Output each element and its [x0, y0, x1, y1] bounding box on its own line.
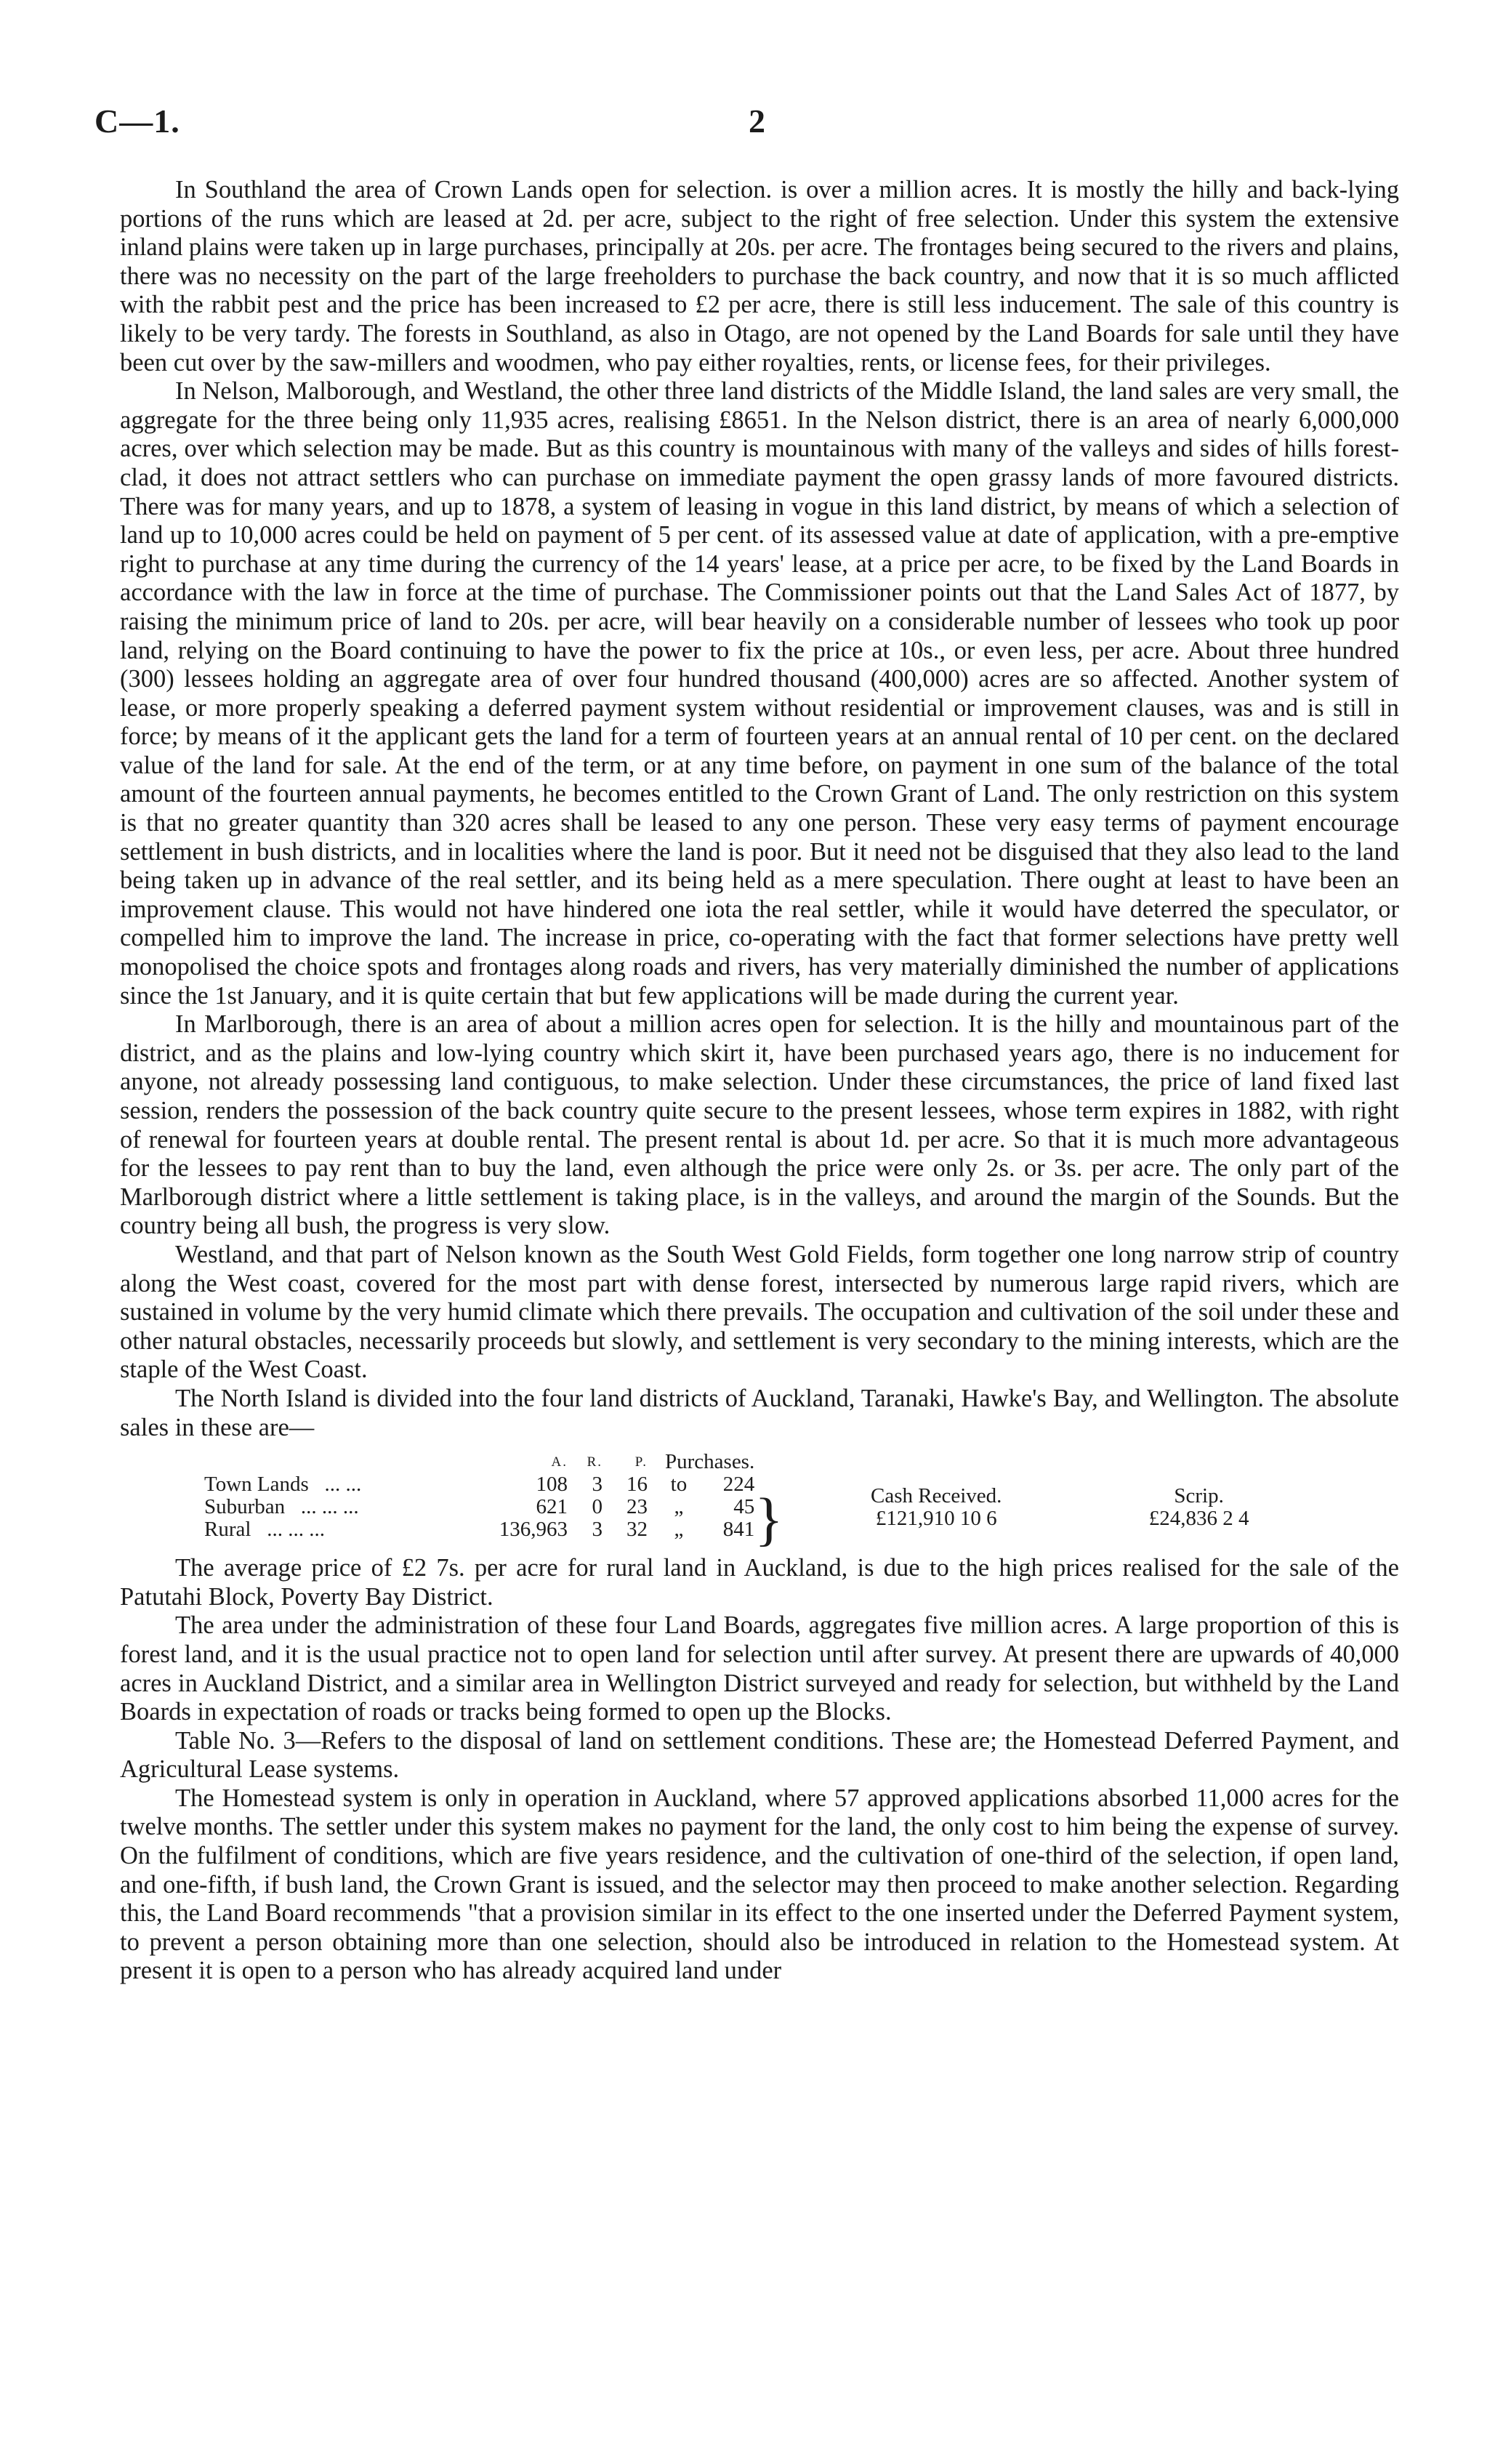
- scrip-value: £24,836 2 4: [1148, 1506, 1249, 1530]
- sales-table-header: [204, 1451, 1294, 1473]
- to-marker: to: [670, 1473, 688, 1497]
- unit-header-perches: P.: [634, 1454, 648, 1470]
- paragraph-nelson: In Nelson, Malborough, and Westland, the other three land districts of the Middle Island, the land sales are very small, the aggregate for the three being only 11,935 acres, realising £8651. In the Nelson district, there is an area of nearly 6,000,000 acres, over which selection may be made. But as this country is mountainous with many of the valleys and sides of hills forest-clad, it does not attract settlers who can purchase on immediate payment the open grassy lands of more favoured districts. There was for many years, and up to 1878, a system of leasing in vogue in this land district, by means of which a selection of land up to 10,000 acres could be held on payment of 5 per cent. of its assessed value at date of application, with a pre-emptive right to purchase at any time during the currency of the 14 years' lease, at a price per acre, to be fixed by the Land Boards in accordance with the law in force at the time of purchase. The Commissioner points out that the Land Sales Act of 1877, by raising the minimum price of land to 20s. per acre, will bear heavily on a considerable number of lessees who took up poor land, relying on the Board continuing to have the power to fix the price at 10s., or even less, per acre. About three hundred (300) lessees holding an aggregate area of over four hundred thousand (400,000) acres are so affected. Another system of lease, or more properly speaking a deferred payment system without residential or improvement clauses, was and is still in force; by means of it the applicant gets the land for a term of fourteen years at an annual rental of 10 per cent. on the declared value of the land for sale. At the end of the term, or at any time before, on payment in one sum of the balance of the total amount of the fourteen annual payments, he becomes entitled to the Crown Grant of Land. The only restriction on this system is that no greater quantity than 320 acres shall be leased to any one person. These very easy terms of payment encourage settlement in bush districts, and in localities where the land is poor. But it need not be disguised that they also lead to the land being taken up in advance of the real settler, and its being held as a mere speculation. There ought at least to have been an improvement clause. This would not have hindered one iota the real settler, while it would have deterred the speculator, or compelled him to improve the land. The increase in price, co-operating with the fact that former selections have pretty well monopolised the choice spots and frontages along roads and rivers, has very materially diminished the number of applications since the 1st January, and it is quite certain that but few applications will be made during the current year.: [120, 377, 1399, 1010]
- cash-received: [783, 1473, 1060, 1541]
- scrip-header: Scrip.: [1174, 1483, 1224, 1507]
- to-marker: „: [674, 1518, 684, 1542]
- cash-header: Cash Received.: [871, 1483, 1002, 1507]
- page-number: 2: [749, 102, 765, 140]
- acres-value: 621: [536, 1495, 568, 1519]
- paragraph-southland: In Southland the area of Crown Lands open for selection. is over a million acres. It is mostly the hilly and back-lying portions of the runs which are leased at 2d. per acre, subject to the right of free selection. Under this system the extensive inland plains were taken up in large purchases, principally at 20s. per acre. The frontages being secured to the rivers and plains, there was no necessity on the part of the large freeholders to purchase the back country, and now that it is so much afflicted with the rabbit pest and the price has been increased to £2 per acre, there is still less inducement. The sale of this country is likely to be very tardy. The forests in Southland, as also in Otago, are not opened by the Land Boards for sale until they have been cut over by the saw-millers and woodmen, who pay either royalties, rents, or license fees, for their privileges.: [120, 176, 1399, 377]
- purchases-header: Purchases.: [665, 1450, 755, 1474]
- paragraph-average-price: The average price of £2 7s. per acre for rural land in Auckland, is due to the high prices realised for the sale of the Patutahi Block, Poverty Bay District.: [120, 1554, 1399, 1611]
- purchases-value: 45: [733, 1495, 755, 1519]
- table-row: [204, 1473, 1294, 1496]
- brace-symbol: }: [754, 1486, 783, 1553]
- paragraph-north-island: The North Island is divided into the four land districts of Auckland, Taranaki, Hawke's Bay, and Wellington. The absolute sales in these are—: [120, 1384, 1399, 1441]
- sales-table: [204, 1450, 1294, 1553]
- acres-value: 136,963: [499, 1518, 568, 1542]
- acres-value: 108: [536, 1473, 568, 1497]
- unit-header-acres: A.: [551, 1454, 568, 1470]
- document-code: C—1.: [94, 102, 180, 140]
- scrip: [1060, 1473, 1294, 1541]
- purchases-value: 841: [722, 1518, 755, 1542]
- paragraph-land-boards-area: The area under the administration of these four Land Boards, aggregates five million acres. A large proportion of this is forest land, and it is the usual practice not to open land for selection until after survey. At present there are upwards of 40,000 acres in Auckland District, and a similar area in Wellington District surveyed and ready for selection, but withheld by the Land Boards in expectation of roads or tracks being formed to open up the Blocks.: [120, 1611, 1399, 1726]
- page-header: [94, 102, 1403, 145]
- paragraph-marlborough: In Marlborough, there is an area of about a million acres open for selection. It is the hilly and mountainous part of the district, and as the plains and low-lying country which skirt it, have been purchased years ago, there is no inducement for anyone, not already possessing land contiguous, to make selection. Under these circumstances, the price of land fixed last session, renders the possession of the back country quite secure to the present lessees, whose term expires in 1882, with right of renewal for fourteen years at double rental. The present rental is about 1d. per acre. So that it is much more advantageous for the lessees to pay rent than to buy the land, even although the price were only 2s. or 3s. per acre. The only part of the Marlborough district where a little settlement is taking place, is in the valleys, and around the margin of the Sounds. But the country being all bush, the progress is very slow.: [120, 1010, 1399, 1240]
- purchases-value: 224: [722, 1473, 755, 1497]
- perches-value: 32: [626, 1518, 648, 1542]
- row-label: Rural ... ... ...: [204, 1518, 325, 1542]
- paragraph-table-no-3: Table No. 3—Refers to the disposal of land on settlement conditions. These are; the Homestead Deferred Payment, and Agricultural Lease systems.: [120, 1726, 1399, 1784]
- roods-value: 3: [592, 1473, 603, 1497]
- paragraph-homestead-system: The Homestead system is only in operation in Auckland, where 57 approved applications absorbed 11,000 acres for the twelve months. The settler under this system makes no payment for the land, the only cost to him being the expense of survey. On the fulfilment of conditions, which are five years residence, and the cultivation of one-third of the selection, if open land, and one-fifth, if bush land, the Crown Grant is issued, and the selector may then proceed to make another selection. Regarding this, the Land Board recommends "that a provision similar in its effect to the one inserted under the Deferred Payment system, to prevent a person obtaining more than one selection, should also be introduced in relation to the Homestead system. At present it is open to a person who has already acquired land under: [120, 1784, 1399, 1985]
- perches-value: 23: [626, 1495, 648, 1519]
- row-label: Suburban ... ... ...: [204, 1495, 359, 1519]
- perches-value: 16: [626, 1473, 648, 1497]
- unit-header-roods: R.: [587, 1454, 603, 1470]
- row-label: Town Lands ... ...: [204, 1473, 362, 1497]
- cash-value: £121,910 10 6: [875, 1506, 997, 1530]
- paragraph-westland: Westland, and that part of Nelson known as the South West Gold Fields, form together one long narrow strip of country along the West coast, covered for the most part with dense forest, intersected by numerous large rapid rivers, which are sustained in volume by the very humid climate which there prevails. The occupation and cultivation of the soil under these and other natural obstacles, necessarily proceeds but slowly, and settlement is very secondary to the mining interests, which are the staple of the West Coast.: [120, 1240, 1399, 1384]
- roods-value: 3: [592, 1518, 603, 1542]
- roods-value: 0: [592, 1495, 603, 1519]
- to-marker: „: [674, 1495, 684, 1519]
- body-text: [120, 176, 1399, 1986]
